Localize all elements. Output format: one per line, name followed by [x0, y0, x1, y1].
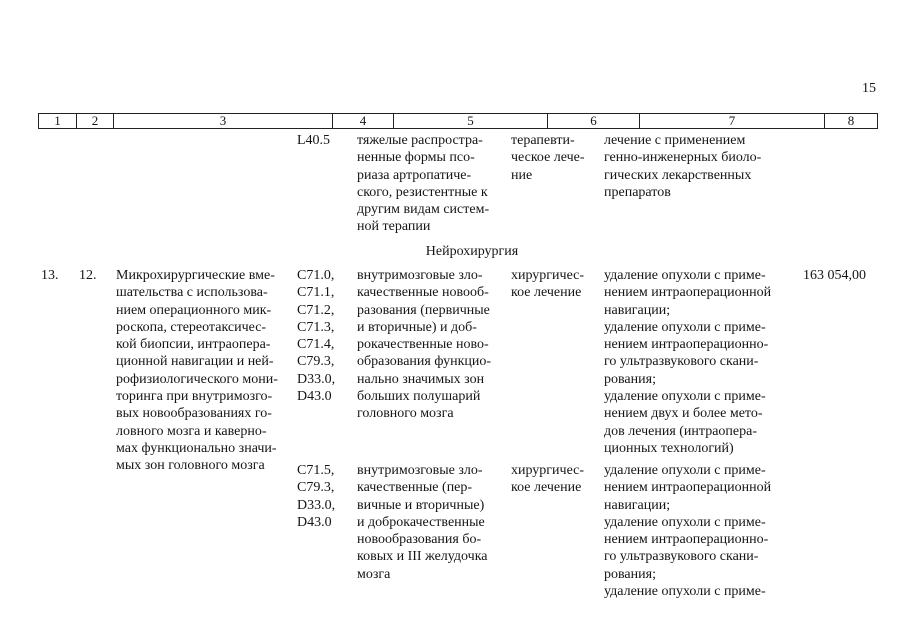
continued-row-codes: L40.5 [297, 133, 331, 148]
section-title: Нейрохирургия [425, 244, 519, 259]
column-number-5: 5 [394, 114, 548, 129]
intervention-name: Микрохирургические вме- шательства с использова- нием операционного мик- роскопа, стереотаксичес- кой биопсии, интраопера- ционной навигации и ней- рофизиологического мони- торинга при внутримозго- вых новообразованиях го- ловного мозга и каверно- мах функционально значи- мых зон головного мозга [116, 268, 278, 474]
column-number-1: 1 [39, 114, 77, 129]
group-number: 13. [41, 268, 59, 283]
subrow-2-condition: внутримозговые зло- качественные (пер- вичные и вторичные) и доброкачественные новообразования бо- ковых и III желудочка мозга [357, 463, 488, 582]
page-number: 15 [862, 81, 876, 96]
continued-row-method: лечение с применением генно-инженерных биоло- гических лекарственных препаратов [604, 133, 762, 200]
price: 163 054,00 [803, 268, 866, 283]
subrow-2-therapy-type: хирургичес- кое лечение [511, 463, 585, 496]
subrow-2-codes: C71.5, C79.3, D33.0, D43.0 [297, 463, 336, 530]
column-number-4: 4 [333, 114, 394, 129]
subrow-1-codes: C71.0, C71.1, C71.2, C71.3, C71.4, C79.3, D33.0, D43.0 [297, 268, 336, 405]
column-number-6: 6 [548, 114, 640, 129]
column-header-row [39, 114, 878, 129]
column-header-table [38, 113, 878, 129]
column-number-3: 3 [114, 114, 333, 129]
subrow-2-method: удаление опухоли с приме- нением интраоперационной навигации; удаление опухоли с приме- нением интраоперационно- го ультразвукового скани- рования; удаление опухоли с приме- [604, 463, 772, 600]
column-number-7: 7 [640, 114, 825, 129]
subrow-1-condition: внутримозговые зло- качественные новооб- разования (первичные и вторичные) и доб- рокачественные ново- образования функцио- нально значимых зон больших полушарий головного мозга [357, 268, 492, 422]
continued-row-condition: тяжелые распростра- ненные формы псо- риаза артропатиче- ского, резистентные к другим видам систем- ной терапии [357, 133, 490, 235]
subrow-1-method: удаление опухоли с приме- нением интраоперационной навигации; удаление опухоли с приме- нением интраоперационно- го ультразвукового скани- рования; удаление опухоли с приме- нением двух и более мето- дов лечения (интраопера- ционных технологий) [604, 268, 772, 456]
column-number-8: 8 [825, 114, 878, 129]
column-number-2: 2 [77, 114, 114, 129]
item-number: 12. [79, 268, 97, 283]
subrow-1-therapy-type: хирургичес- кое лечение [511, 268, 585, 301]
continued-row-therapy-type: терапевти- ческое лече- ние [511, 133, 585, 183]
